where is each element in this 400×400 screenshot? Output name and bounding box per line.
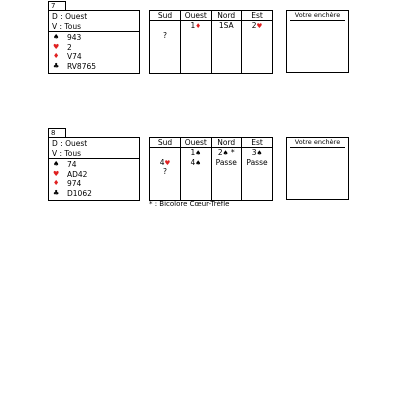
bid: 3♠: [251, 148, 263, 157]
spade-icon: ♠: [195, 158, 202, 167]
auction-table: [149, 137, 273, 201]
heart-icon: ♥: [256, 22, 263, 30]
hand-panel: [48, 10, 140, 74]
bid: [150, 21, 180, 31]
header-est: Est: [242, 11, 273, 21]
header-ouest: Ouest: [181, 138, 212, 148]
spades-cards: 74: [67, 160, 77, 169]
header-sud: Sud: [150, 138, 181, 148]
footnote-marker: *: [228, 148, 235, 157]
hand-suits: [49, 158, 139, 200]
suit-row-diamonds: [53, 179, 139, 189]
auction-table: [149, 10, 273, 74]
bid: [150, 148, 180, 158]
suit-row-clubs: [53, 189, 139, 199]
diamond-icon: ♦: [195, 22, 202, 30]
heart-icon: ♥: [164, 158, 171, 167]
hand-panel: [48, 137, 140, 201]
column-nord: [211, 148, 242, 201]
hearts-cards: 2: [67, 42, 72, 52]
header-ouest: Ouest: [181, 11, 212, 21]
clubs-cards: RV8765: [67, 61, 97, 71]
diamonds-cards: V74: [67, 52, 82, 61]
spades-cards: 943: [67, 33, 82, 42]
spade-icon: ♠: [53, 33, 60, 41]
answer-title: Votre enchère: [290, 138, 345, 148]
suit-row-hearts: [53, 170, 139, 180]
deal-number: 8: [48, 128, 66, 138]
bid-question: ?: [163, 30, 167, 40]
suit-row-hearts: [53, 43, 139, 53]
bid: Passe: [215, 157, 237, 167]
header-est: Est: [242, 138, 273, 148]
spade-icon: ♠: [222, 149, 229, 157]
heart-icon: ♥: [53, 169, 60, 178]
header-nord: Nord: [211, 11, 242, 21]
suit-row-diamonds: [53, 52, 139, 62]
dealer-label: D : Ouest: [52, 139, 88, 148]
header-sud: Sud: [150, 11, 181, 21]
deal-8: [0, 128, 400, 218]
deal-7: [0, 1, 400, 91]
deal-number: 7: [48, 1, 66, 11]
club-icon: ♣: [53, 61, 60, 70]
column-sud: [150, 148, 181, 201]
clubs-cards: D1062: [67, 188, 92, 198]
bid-question: ?: [163, 167, 167, 176]
bid: 1♠: [190, 148, 202, 157]
answer-box[interactable]: [286, 10, 349, 73]
bid: 1SA: [218, 21, 234, 30]
club-icon: ♣: [53, 188, 60, 197]
column-sud: [150, 21, 181, 74]
column-nord: [211, 21, 242, 74]
spade-icon: ♠: [256, 149, 263, 157]
bid: Passe: [246, 157, 268, 167]
bid: 2♠ *: [217, 148, 235, 157]
vulnerability-label: V : Tous: [52, 22, 81, 31]
dealer-label: D : Ouest: [52, 12, 88, 21]
header-nord: Nord: [211, 138, 242, 148]
column-ouest: [181, 21, 212, 74]
hand-suits: [49, 31, 139, 73]
bid: 2♥: [251, 21, 263, 30]
diamond-icon: ♦: [53, 52, 60, 60]
bid: 4♠: [190, 157, 202, 167]
suit-row-spades: [53, 160, 139, 170]
column-est: [242, 148, 273, 201]
column-ouest: [181, 148, 212, 201]
diamonds-cards: 974: [67, 179, 82, 188]
column-est: [242, 21, 273, 74]
bid: 4♥: [159, 157, 171, 167]
suit-row-spades: [53, 33, 139, 43]
spade-icon: ♠: [195, 149, 202, 157]
spade-icon: ♠: [53, 160, 60, 168]
answer-title: Votre enchère: [290, 11, 345, 21]
vulnerability-label: V : Tous: [52, 149, 81, 158]
hearts-cards: AD42: [67, 169, 88, 179]
suit-row-clubs: [53, 62, 139, 72]
heart-icon: ♥: [53, 42, 60, 51]
answer-box[interactable]: [286, 137, 349, 200]
bid: 1♦: [190, 21, 202, 30]
footnote: * : Bicolore Cœur-Trèfle: [149, 200, 230, 208]
diamond-icon: ♦: [53, 179, 60, 187]
